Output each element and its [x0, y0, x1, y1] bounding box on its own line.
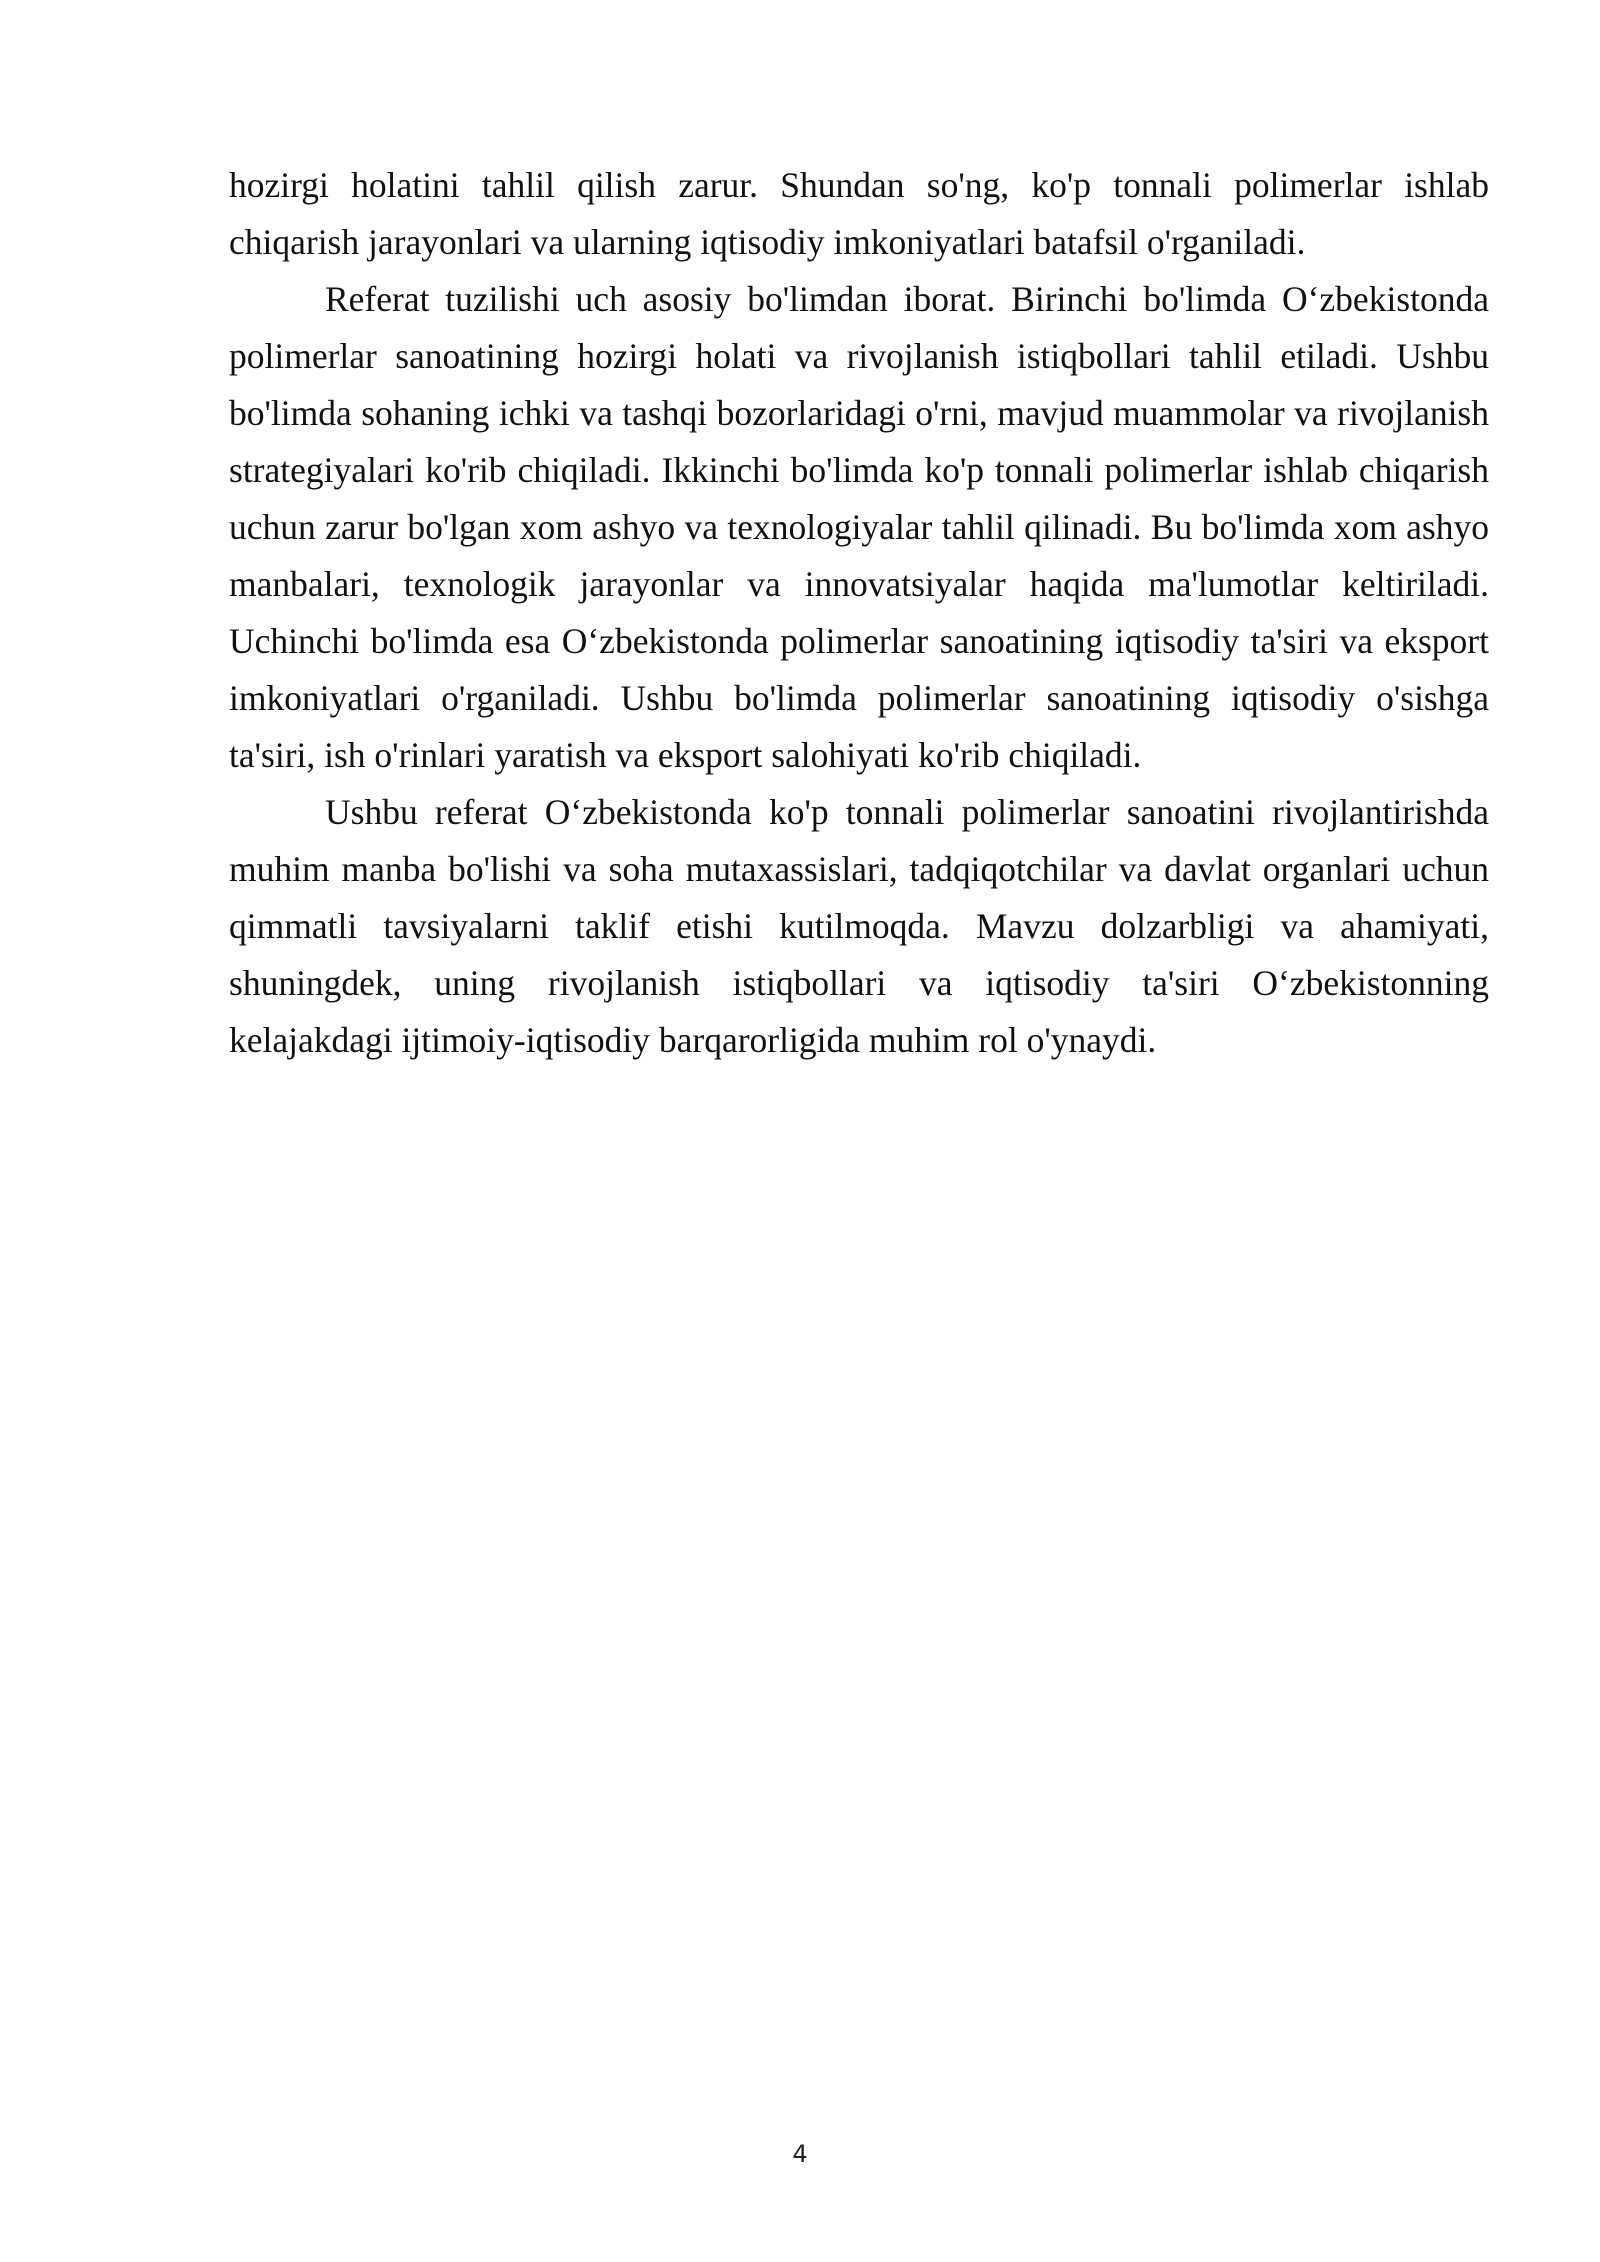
paragraph-continuation: hozirgi holatini tahlil qilish zarur. Shundan so'ng, ko'p tonnali polimerlar ishlab chiqarish jarayonlari va ularning iqtisodiy imkoniyatlari batafsil o'rganiladi.: [229, 165, 1489, 262]
document-body: [229, 157, 1489, 1069]
page-number: 4: [792, 2140, 808, 2168]
paragraph-conclusion: Ushbu referat O‘zbekistonda ko'p tonnali polimerlar sanoatini rivojlantirishda muhim manba bo'lishi va soha mutaxassislari, tadqiqotchilar va davlat organlari uchun qimmatli tavsiyalarni taklif etishi kutilmoqda. Mavzu dolzarbligi va ahamiyati, shuningdek, uning rivojlanish istiqbollari va iqtisodiy ta'siri O‘zbekistonning kelajakdagi ijtimoiy-iqtisodiy barqarorligida muhim rol o'ynaydi.: [229, 792, 1489, 1060]
paragraph-structure: Referat tuzilishi uch asosiy bo'limdan iborat. Birinchi bo'limda O‘zbekistonda polimerlar sanoatining hozirgi holati va rivojlanish istiqbollari tahlil etiladi. Ushbu bo'limda sohaning ichki va tashqi bozorlaridagi o'rni, mavjud muammolar va rivojlanish strategiyalari ko'rib chiqiladi. Ikkinchi bo'limda ko'p tonnali polimerlar ishlab chiqarish uchun zarur bo'lgan xom ashyo va texnologiyalar tahlil qilinadi. Bu bo'limda xom ashyo manbalari, texnologik jarayonlar va innovatsiyalar haqida ma'lumotlar keltiriladi. Uchinchi bo'limda esa O‘zbekistonda polimerlar sanoatining iqtisodiy ta'siri va eksport imkoniyatlari o'rganiladi. Ushbu bo'limda polimerlar sanoatining iqtisodiy o'sishga ta'siri, ish o'rinlari yaratish va eksport salohiyati ko'rib chiqiladi.: [229, 279, 1489, 775]
